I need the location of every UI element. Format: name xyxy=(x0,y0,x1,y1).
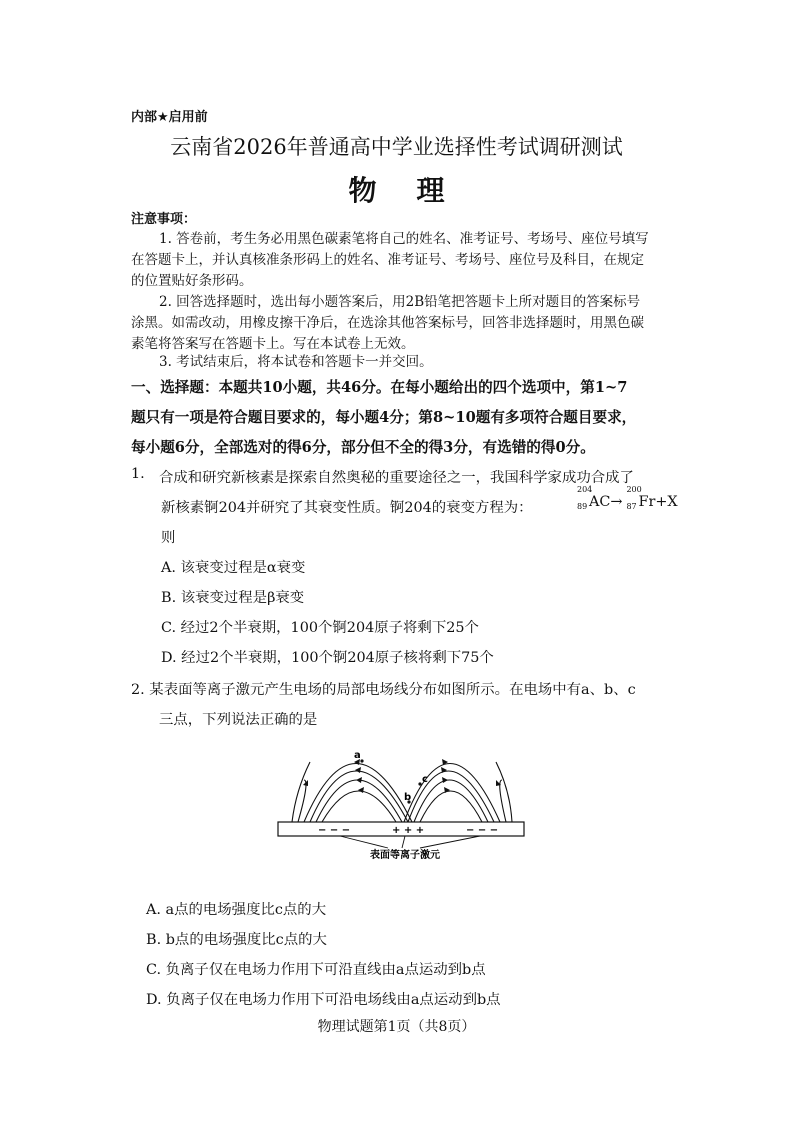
arrowheads xyxy=(303,759,501,793)
caption-leaders xyxy=(340,836,480,848)
arrow: → xyxy=(610,494,623,510)
confidential-stamp: 内部★启用前 xyxy=(131,110,208,125)
q1-number: 1. xyxy=(131,466,145,482)
exam-title: 云南省2026年普通高中学业选择性考试调研测试 xyxy=(170,135,623,159)
q2-option-a: A. a点的电场强度比c点的大 xyxy=(146,902,327,918)
point-a xyxy=(360,759,363,762)
nuclide-symbol: X xyxy=(667,494,678,510)
atomic-number: 87 xyxy=(626,502,637,511)
q1-option-c: C. 经过2个半衰期，100个锕204原子将剩下25个 xyxy=(161,620,479,636)
q2-option-d: D. 负离子仅在电场力作用下可沿电场线由a点运动到b点 xyxy=(146,992,501,1008)
notice-line: 1. 答卷前，考生务必用黑色碳素笔将自己的姓名、准考证号、考场号、座位号填写 xyxy=(159,231,649,247)
subject-title: 物理 xyxy=(348,174,485,207)
charges-left: − − − xyxy=(318,825,351,836)
notice-line: 素笔将答案写在答题卡上。写在本试卷上无效。 xyxy=(131,336,415,352)
q1-stem: 合成和研究新核素是探索自然奥秘的重要途径之一，我国科学家成功合成了 xyxy=(159,470,634,486)
q1-option-a: A. 该衰变过程是α衰变 xyxy=(161,560,306,576)
section-heading: 一、选择题：本题共10小题，共46分。在每小题给出的四个选项中，第1~7 xyxy=(131,379,628,396)
charges-middle: + + + xyxy=(392,825,425,836)
field-lines-left xyxy=(292,762,412,822)
nuclide-symbol: Fr xyxy=(638,494,656,510)
q2-option-b: B. b点的电场强度比c点的大 xyxy=(146,932,327,948)
plus-sign: + xyxy=(655,494,668,510)
q1-option-b: B. 该衰变过程是β衰变 xyxy=(161,590,305,606)
notice-line: 涂黑。如需改动，用橡皮擦干净后，在选涂其他答案标号，回答非选择题时，用黑色碳 xyxy=(131,315,644,331)
section-heading: 题只有一项是符合题目要求的，每小题4分；第8~10题有多项符合题目要求， xyxy=(131,409,637,426)
field-lines-right xyxy=(404,762,512,822)
q1-stem: 则 xyxy=(161,530,176,546)
section-heading: 每小题6分，全部选对的得6分，部分但不全的得3分，有选错的得0分。 xyxy=(131,439,595,456)
notice-line: 2. 回答选择题时，选出每小题答案后，用2B铅笔把答题卡上所对题目的答案标号 xyxy=(159,294,641,310)
notice-heading: 注意事项： xyxy=(131,212,197,227)
notice-line: 3. 考试结束后，将本试卷和答题卡一并交回。 xyxy=(159,354,433,370)
atomic-number: 89 xyxy=(577,502,588,511)
q1-stem: 新核素锕204并研究了其衰变性质。锕204的衰变方程为： xyxy=(161,500,533,516)
mass-number: 204 xyxy=(577,485,593,494)
charges-right: − − − xyxy=(466,825,499,836)
notice-line: 在答题卡上，并认真核准条形码上的姓名、准考证号、考场号、座位号及科目，在规定 xyxy=(131,252,644,268)
decay-equation xyxy=(575,485,678,511)
label-a: a xyxy=(354,750,361,761)
page-footer: 物理试题第1页（共8页） xyxy=(317,1019,476,1035)
q2-option-c: C. 负离子仅在电场力作用下可沿直线由a点运动到b点 xyxy=(146,962,486,978)
label-c: c xyxy=(422,774,428,785)
nuclide-symbol: AC xyxy=(589,494,611,510)
mass-number: 200 xyxy=(626,485,642,494)
figure-caption: 表面等离子激元 xyxy=(370,850,440,861)
q2-stem: 三点，下列说法正确的是 xyxy=(159,712,318,728)
field-line-figure xyxy=(270,740,530,865)
q2-stem: 2. 某表面等离子激元产生电场的局部电场线分布如图所示。在电场中有a、b、c xyxy=(131,682,636,698)
q1-option-d: D. 经过2个半衰期，100个锕204原子核将剩下75个 xyxy=(161,650,494,666)
notice-line: 的位置贴好条形码。 xyxy=(131,273,253,289)
label-b: b xyxy=(404,792,412,803)
